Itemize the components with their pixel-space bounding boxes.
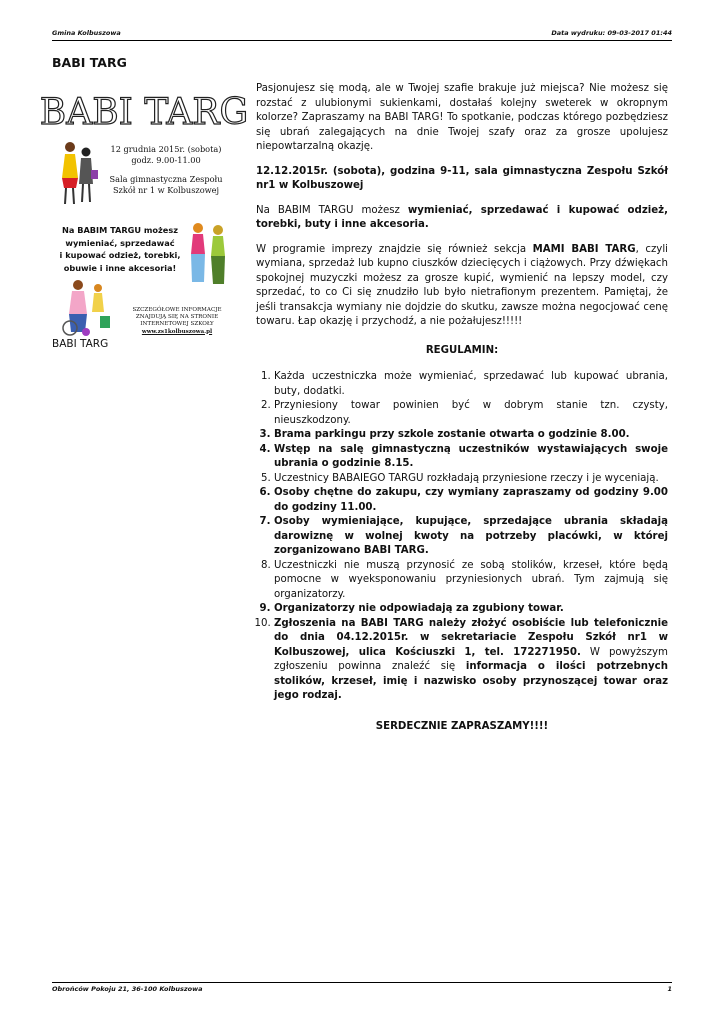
- svg-text:BABI TARG: BABI TARG: [39, 92, 249, 133]
- info-line: INTERNETOWEJ SZKOŁY: [140, 321, 214, 328]
- list-item: 10. Zgłoszenia na BABI TARG należy złożyć osobiście lub telefonicznie do dnia 04.12.2015r. w sekretariacie Zespołu Szkół nr1 w Kolbuszowej, ulica Kościuszki 1, tel. 172271950. W powyższym zgłoszeniu powinna znaleźć się informacja o ilości potrzebnych stolików, krzeseł, imię i nazwisko osoby przynoszącej towar oraz jego rodzaj.: [274, 617, 668, 704]
- page-title: BABI TARG: [52, 55, 127, 70]
- promo-line: i kupować odzież, torebki,: [59, 250, 181, 260]
- poster-promo-text: [56, 224, 184, 274]
- header-print-date: Data wydruku: 09-03-2017 01:44: [551, 29, 672, 37]
- event-date-place: [100, 144, 232, 204]
- event-details: 12.12.2015r. (sobota), godzina 9-11, sala gimnastyczna Zespołu Szkół nr1 w Kolbuszowej: [256, 165, 668, 191]
- info-line: SZCZEGÓŁOWE INFORMACJE: [132, 307, 222, 313]
- list-item: 4. Wstęp na salę gimnastyczną uczestników wystawiających swoje ubrania o godzinie 8.15.: [274, 443, 668, 472]
- poster-place-line2: Szkół nr 1 w Kolbuszowej: [112, 185, 220, 195]
- poster-more-info: [118, 307, 236, 336]
- promo-line: Na BABIM TARGU możesz: [61, 225, 178, 235]
- poster-date: 12 grudnia 2015r. (sobota): [110, 144, 222, 154]
- list-item: 5. Uczestnicy BABAIEGO TARGU rozkładają przyniesione rzeczy i je wyceniają.: [274, 472, 668, 487]
- mami-section-paragraph: W programie imprezy znajdzie się również sekcja MAMI BABI TARG, czyli wymiana, sprzedaż lub kupno ciuszków dziecięcych i ciążowych. Przy dźwiękach spokojnej muzyczki możesz za grosze kupić, wymienić na lepszy model, czy sprzedać, to co Ci się znudziło lub było nietrafionym prezentem. Pamiętaj, że jeśli transakcja wymiany nie dojdzie do skutku, zawsze można negocjować cenę towaru. Łap okazję i przychodź, a nie pożałujesz!!!!!: [256, 243, 668, 327]
- list-item: 1. Każda uczestniczka może wymieniać, sprzedawać lub kupować ubrania, buty, dodatki.: [274, 370, 668, 399]
- footer-address: Obrońców Pokoju 21, 36-100 Kolbuszowa: [52, 985, 203, 993]
- list-item: 6. Osoby chętne do zakupu, czy wymiany zapraszamy od godziny 9.00 do godziny 11.00.: [274, 486, 668, 515]
- offer-paragraph: Na BABIM TARGU możesz wymieniać, sprzedawać i kupować odzież, torebki, buty i inne akcesoria.: [256, 204, 668, 230]
- women-illustration: [184, 220, 232, 288]
- list-item: 3. Brama parkingu przy szkole zostanie otwarta o godzinie 8.00.: [274, 428, 668, 443]
- page-number: 1: [667, 985, 672, 993]
- poster-place-line1: Sala gimnastyczna Zespołu: [109, 174, 223, 184]
- poster-caption: BABI TARG: [52, 338, 109, 350]
- rules-list: [256, 370, 668, 704]
- intro-paragraph: Pasjonujesz się modą, ale w Twojej szafie brakuje już miejsca? Nie możesz się rozstać z ulubionymi sukienkami, dostałaś kolejny sweterek w okropnym kolorze? Zapraszamy na BABI TARG! To spotkanie, podczas którego pozbędziesz się ubrań zalegających na dnie Twojej szafy oraz za grosze upolujesz niepowtarzalną okazję.: [256, 83, 668, 152]
- school-website-link[interactable]: www.zs1kolbuszowa.pl: [141, 328, 213, 335]
- page-footer: [52, 982, 672, 994]
- list-item: 8. Uczestniczki nie muszą przynosić ze sobą stolików, krzeseł, które będą pomocne w wyeksponowaniu przyniesionych ubrań. Tym zajmują się organizatorzy.: [274, 559, 668, 603]
- family-shopping-illustration: [60, 278, 116, 340]
- rules-heading: REGULAMIN:: [425, 344, 499, 356]
- shopping-women-illustration: [58, 138, 100, 208]
- list-item: 7. Osoby wymieniające, kupujące, sprzedające ubrania składają darowiznę w wolnej kwoty na potrzeby placówki, w której zorganizowano BABI TARG.: [274, 515, 668, 559]
- event-poster: [39, 82, 249, 354]
- babi-targ-logo: [39, 88, 249, 134]
- info-line: ZNAJDUJĄ SIĘ NA STRONIE: [135, 314, 219, 321]
- page-header: [52, 29, 672, 41]
- list-item: 2. Przyniesiony towar powinien być w dobrym stanie tzn. czysty, nieuszkodzony.: [274, 399, 668, 428]
- closing-invitation: SERDECZNIE ZAPRASZAMY!!!!: [375, 720, 549, 732]
- article-body: [256, 82, 668, 734]
- poster-hours: godz. 9.00-11.00: [131, 155, 201, 165]
- header-municipality: Gmina Kolbuszowa: [52, 29, 121, 37]
- promo-line: wymieniać, sprzedawać: [65, 237, 175, 248]
- promo-line: obuwie i inne akcesoria!: [63, 262, 177, 273]
- list-item: 9. Organizatorzy nie odpowiadają za zgubiony towar.: [274, 602, 668, 617]
